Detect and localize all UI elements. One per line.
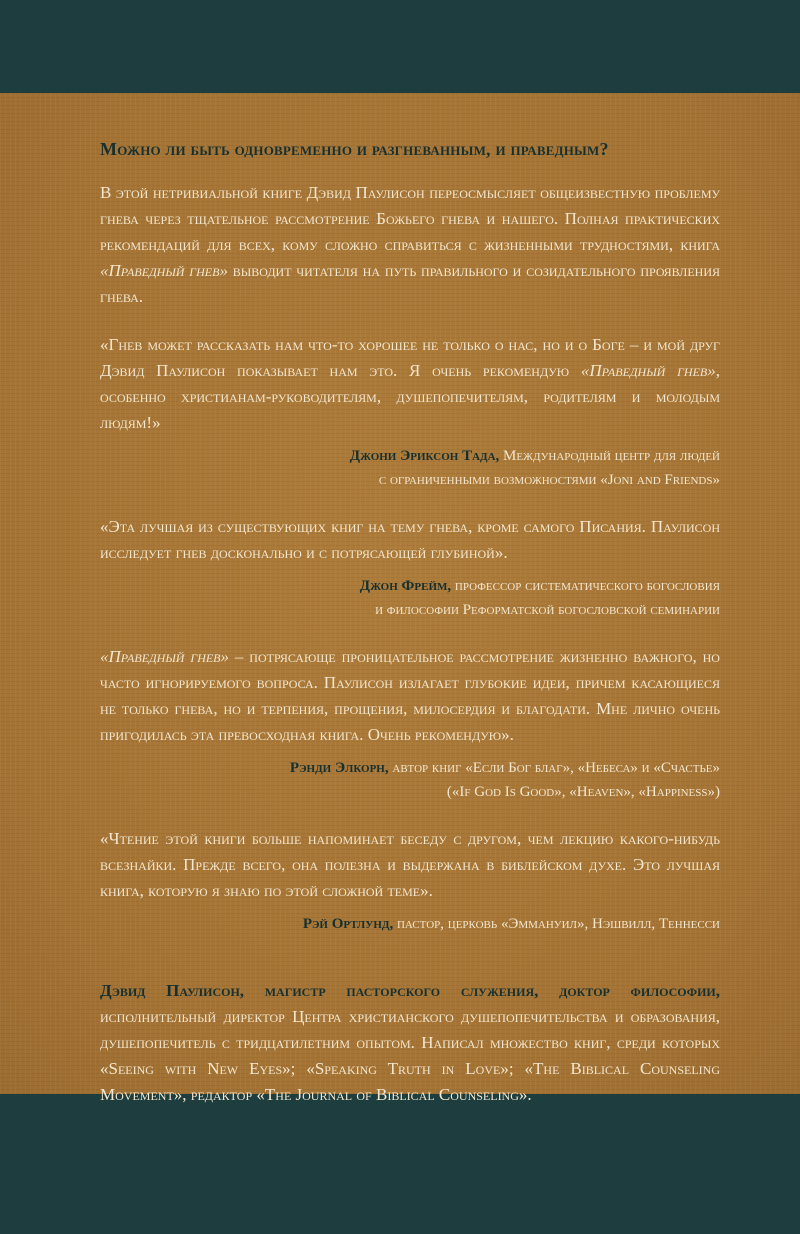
quote-1 [100, 332, 720, 436]
headline: Можно ли быть одновременно и разгневанным, и праведным? [100, 139, 609, 159]
author-bio-text: исполнительный директор Центра христианского душепопечительства и образования, душепопечитель с тридцатилетним опытом. Написал множество книг, среди которых «Seeing with New Eyes»; «Speaking Truth in Love»; «The Biblical Counseling Movement», редактор «The Journal of Biblical Counseling». [100, 1007, 720, 1104]
quote-3-text: – потрясающе проницательное рассмотрение жизненно важного, но часто игнорируемого вопроса. Паулисон излагает глубокие идеи, причем касающиеся не только гнева, но и терпения, прощения, милосердия и благодати. Мне лично очень пригодилась эта превосходная книга. Очень рекомендую». [100, 647, 720, 744]
quote-3-role-1: автор книг «Если Бог благ», «Небеса» и «Счастье» [388, 760, 720, 776]
intro-text-2: выводит читателя на путь правильного и созидательного проявления гнева. [100, 261, 720, 306]
quote-3-author: Рэнди Элкорн, [289, 760, 389, 776]
quote-4: «Чтение этой книги больше напоминает беседу с другом, чем лекцию какого-нибудь всезнайки. Прежде всего, она полезна и выдержана в библейском духе. Это лучшая книга, которую я знаю по этой сложной теме». [100, 829, 720, 900]
quote-2: «Эта лучшая из существующих книг на тему гнева, кроме самого Писания. Паулисон исследует гнев досконально и с потрясающей глубиной». [100, 517, 720, 562]
quote-3-role-2: («If God Is Good», «Heaven», «Happiness») [446, 784, 720, 800]
quote-2-attribution [100, 574, 720, 622]
quote-1-text-a: «Гнев может рассказать нам что-то хорошее не только о нас, но и о Боге – и мой друг Дэвид Паулисон показывает нам это. Я очень рекомендую [100, 335, 720, 380]
intro-book-title: «Праведный гнев» [100, 261, 228, 280]
quote-1-text-b: , особенно христианам-руководителям, душепопечителям, родителям и молодым людям!» [100, 361, 720, 432]
top-band [0, 0, 800, 93]
quote-1-author: Джони Эриксон Тада, [349, 448, 500, 464]
author-name: Дэвид Паулисон, магистр пасторского служения, доктор философии, [100, 981, 720, 1000]
quote-2-author: Джон Фрейм, [359, 578, 452, 594]
author-bio [100, 978, 720, 1108]
quote-1-role-1: Международный центр для людей [499, 448, 720, 464]
quote-3-book-title: «Праведный гнев» [100, 647, 230, 666]
quote-4-author: Рэй Ортлунд, [302, 916, 394, 932]
quote-4-attribution [100, 912, 720, 936]
quote-4-role-1: пастор, церковь «Эммануил», Нэшвилл, Теннесси [393, 916, 720, 932]
intro-paragraph [100, 180, 720, 310]
quote-1-attribution [100, 444, 720, 492]
quote-3-attribution [100, 756, 720, 804]
bottom-band [0, 1094, 800, 1234]
quote-1-role-2: с ограниченными возможностями «Joni and Friends» [378, 472, 720, 488]
back-cover-text [100, 136, 720, 1108]
quote-2-role-2: и философии Реформатской богословской семинарии [375, 602, 720, 618]
quote-1-book-title: «Праведный гнев» [580, 361, 716, 380]
quote-3 [100, 644, 720, 748]
quote-2-role-1: профессор систематического богословия [451, 578, 720, 594]
intro-text-1: В этой нетривиальной книге Дэвид Паулисон переосмысляет общеизвестную проблему гнева через тщательное рассмотрение Божьего гнева и нашего. Полная практических рекомендаций для всех, кому сложно справиться с жизненными трудностями, книга [100, 183, 720, 254]
